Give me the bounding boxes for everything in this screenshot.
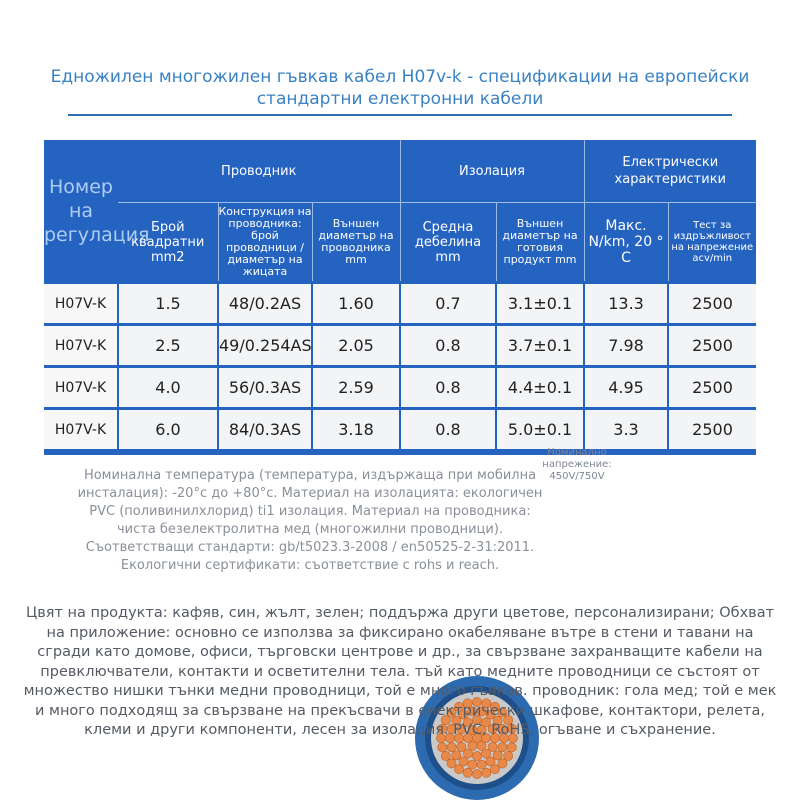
copper-strand [472, 769, 481, 778]
cell-conductor-od: 1.60 [312, 283, 400, 325]
cell-resistance: 13.3 [584, 283, 668, 325]
cell-voltage-test: 2500 [668, 283, 756, 325]
copper-strand [498, 759, 507, 768]
copper-strand [507, 743, 516, 752]
title-line-1: Едножилен многожилен гъвкав кабел H07v-k - спецификации на европейски [50, 67, 750, 87]
cell-area: 6.0 [118, 409, 218, 450]
copper-strand [463, 768, 472, 777]
cell-construction: 84/0.3AS [218, 409, 312, 450]
copper-strand [452, 751, 461, 760]
description-line: клеми и други компоненти, лесен за изолация. PVC, RoHS, огъване и съхранение. [84, 722, 716, 738]
cell-finished-od: 4.4±0.1 [496, 367, 584, 409]
cell-construction: 49/0.254AS [218, 325, 312, 367]
cell-resistance: 3.3 [584, 409, 668, 450]
spec-table [44, 140, 756, 455]
note-line: чиста безелектролитна мед (многожилни проводници). [116, 522, 504, 537]
cell-thickness: 0.8 [400, 325, 496, 367]
description-line: и много подходящ за свързване на прекъсвачи в електрически шкафове, контактори, релета, [34, 702, 765, 719]
header-construction: Конструкция на проводника: брой проводници / диаметър на жицата [218, 203, 312, 283]
header-area: Брой квадратни mm2 [118, 203, 218, 283]
page-title [40, 66, 760, 110]
description-line: сгради като домове, офиси, търговски центрове и др., за свързване захранващите кабели на [37, 644, 763, 660]
description-line: Цвят на продукта: кафяв, син, жълт, зелен; поддържа други цветове, персонализирани; Обхват [25, 605, 775, 621]
cell-thickness: 0.7 [400, 283, 496, 325]
cell-resistance: 7.98 [584, 325, 668, 367]
title-line-2: стандартни електронни кабели [256, 89, 544, 109]
cell-thickness: 0.8 [400, 367, 496, 409]
note-line: Екологични сертификати: съответствие с rohs и reach. [120, 558, 500, 573]
header-regulation-number: Номер на регулация [44, 175, 150, 246]
cell-construction: 48/0.2AS [218, 283, 312, 325]
product-description [18, 604, 782, 741]
copper-strand [441, 751, 450, 760]
copper-strand [468, 760, 477, 769]
header-thickness: Средна дебелина mm [400, 203, 496, 283]
cell-finished-od: 3.1±0.1 [496, 283, 584, 325]
cell-area: 4.0 [118, 367, 218, 409]
cell-model: H07V-K [44, 283, 118, 325]
table-row [44, 409, 756, 450]
cell-conductor-od: 2.05 [312, 325, 400, 367]
cell-voltage-test: 2500 [668, 367, 756, 409]
cell-finished-od: 3.7±0.1 [496, 325, 584, 367]
spec-notes [42, 467, 578, 575]
cell-voltage-test: 2500 [668, 325, 756, 367]
header-finished-od: Външен диаметър на готовия продукт mm [496, 203, 584, 283]
header-group-conductor: Проводник [118, 140, 400, 203]
copper-strand [447, 743, 456, 752]
cell-voltage-test: 2500 [668, 409, 756, 450]
cell-thickness: 0.8 [400, 409, 496, 450]
copper-strand [454, 765, 463, 774]
copper-strand [490, 765, 499, 774]
description-line: превключватели, контакти и осветителни тела. тъй като медните проводници се състоят от [40, 663, 760, 680]
table-bottom-pad [44, 449, 756, 455]
copper-strand [498, 743, 507, 752]
header-resistance: Макс. N/km, 20 ° C [584, 203, 668, 283]
cell-area: 2.5 [118, 325, 218, 367]
cell-construction: 56/0.3AS [218, 367, 312, 409]
rated-voltage-line: напрежение: [542, 459, 612, 470]
cell-conductor-od: 3.18 [312, 409, 400, 450]
header-conductor-od: Външен диаметър на проводника mm [312, 203, 400, 283]
table-row [44, 325, 756, 367]
table-row [44, 367, 756, 409]
cell-model: H07V-K [44, 367, 118, 409]
rated-voltage-value: 450V/750V [549, 471, 605, 482]
table-row [44, 283, 756, 325]
cell-finished-od: 5.0±0.1 [496, 409, 584, 450]
header-voltage-test: Тест за издръжливост на напрежение acv/min [668, 203, 756, 283]
title-divider [68, 114, 732, 116]
header-group-insulation: Изолация [400, 140, 584, 203]
note-line: PVC (поливинилхлорид) ti1 изолация. Материал на проводника: [89, 504, 531, 519]
copper-strand [472, 751, 481, 760]
description-line: множество нишки тънки медни проводници, той е много гъвкав. проводник: гола мед; той е мек [23, 683, 777, 699]
cell-area: 1.5 [118, 283, 218, 325]
rated-voltage-line: Номинално [547, 447, 607, 458]
copper-strand [504, 751, 513, 760]
header-group-electrical: Електрически характеристики [614, 155, 727, 187]
note-line: инсталация): -20°c до +80°c. Материал на изолацията: екологичен [77, 486, 543, 501]
copper-strand [457, 742, 466, 751]
cell-conductor-od: 2.59 [312, 367, 400, 409]
cell-resistance: 4.95 [584, 367, 668, 409]
cell-model: H07V-K [44, 325, 118, 367]
copper-strand [482, 768, 491, 777]
copper-strand [477, 760, 486, 769]
note-line: Съответстващи стандарти: gb/t5023.3-2008 / en50525-2-31:2011. [85, 540, 535, 555]
description-line: на приложение: основно се използва за фиксирано окабеляване вътре в стени и тавани на [46, 624, 754, 641]
cell-model: H07V-K [44, 409, 118, 450]
copper-strand [447, 759, 456, 768]
note-line: Номинална температура (температура, издържаща при мобилна [83, 468, 537, 483]
copper-strand [438, 743, 447, 752]
